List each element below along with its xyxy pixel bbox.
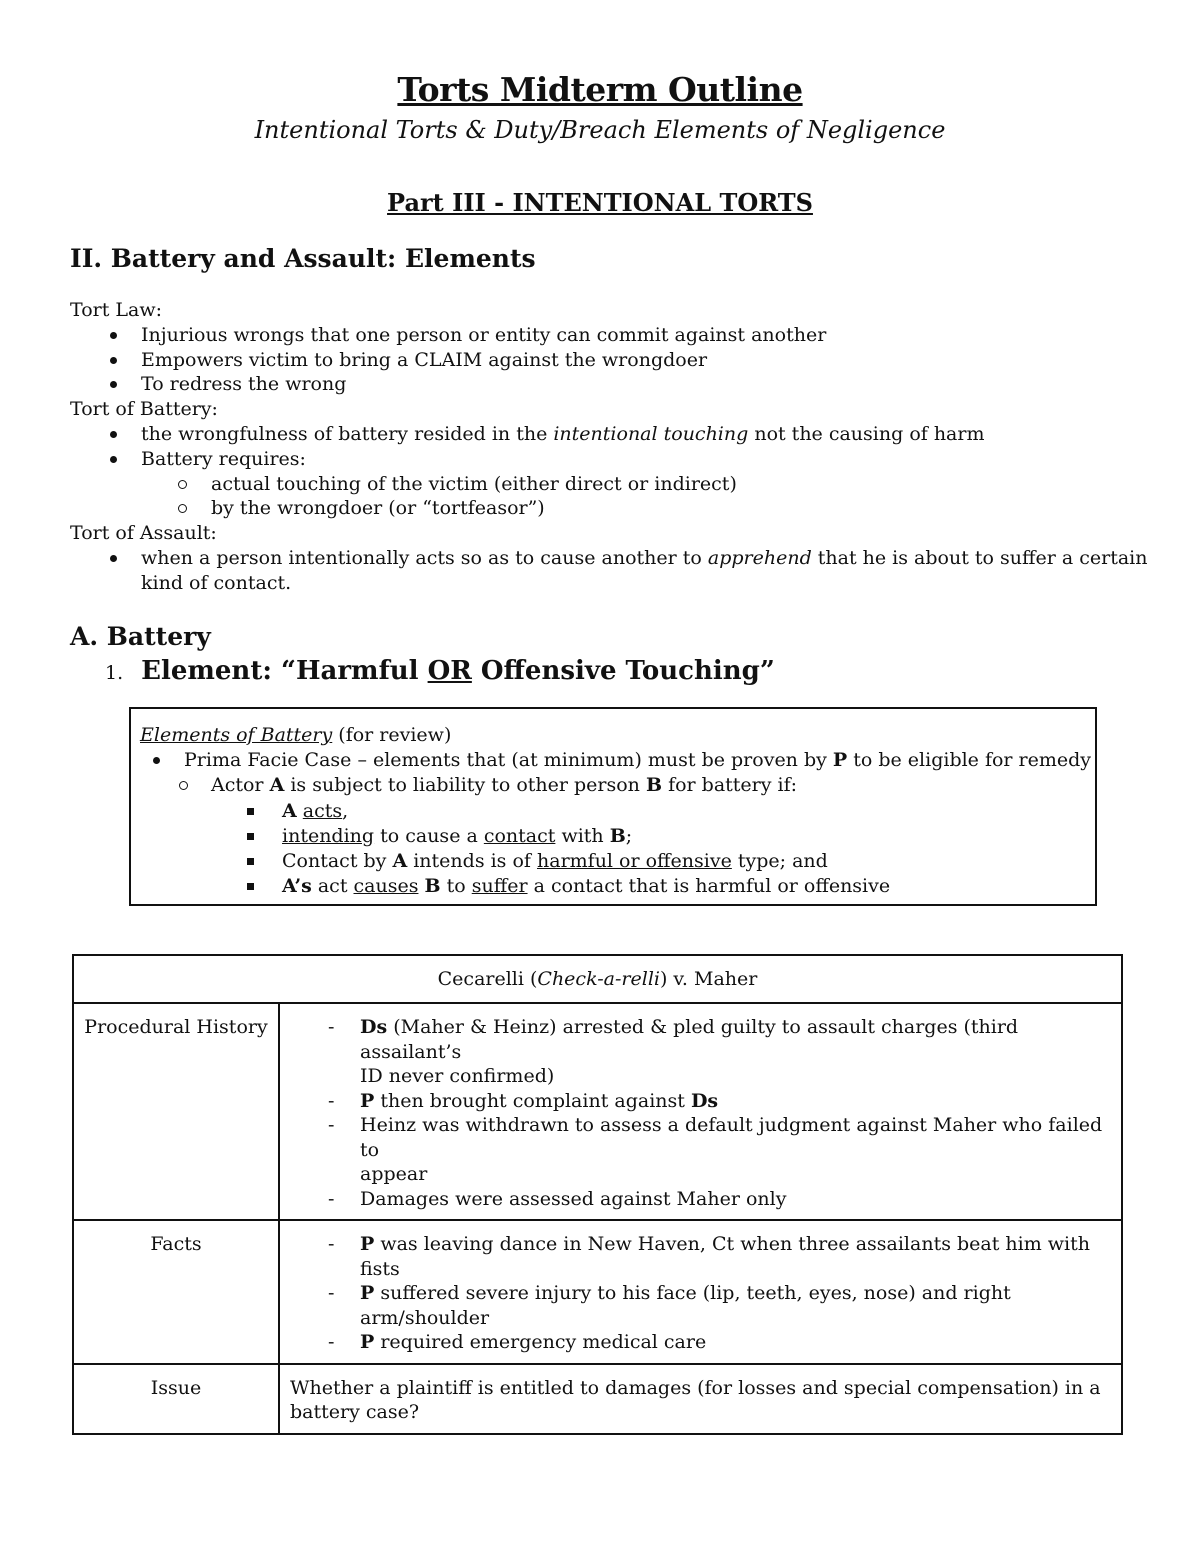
list-item: - P suffered severe injury to his face (lip, teeth, eyes, nose) and right arm/shoulder xyxy=(328,1282,1011,1329)
sub-list-item: by the wrongdoer (or “tortfeasor”) xyxy=(70,496,1140,521)
table-row xyxy=(73,1220,1122,1364)
list-item: Battery requires: xyxy=(70,447,1140,472)
review-item-causes: A’s act causes B to suffer a contact that is harmful or offensive xyxy=(282,874,890,899)
table-row xyxy=(73,1003,1122,1220)
tort-of-assault-label: Tort of Assault: xyxy=(70,522,217,545)
review-item-acts: A acts, xyxy=(282,799,348,824)
issue-content: Whether a plaintiff is entitled to damages (for losses and special compensation) in a battery case? xyxy=(279,1364,1122,1434)
table-row xyxy=(73,955,1122,1003)
battery-heading: A. Battery xyxy=(70,622,211,651)
bullet-icon xyxy=(110,431,117,438)
list-item: Prima Facie Case – elements that (at minimum) must be proven by P to be eligible for remedy xyxy=(184,748,1091,773)
bullet-icon xyxy=(110,357,117,364)
review-item-contact: Contact by A intends is of harmful or offensive type; and xyxy=(282,849,828,874)
body-text xyxy=(70,298,1148,596)
bullet-icon xyxy=(110,332,117,339)
tort-of-battery-label: Tort of Battery: xyxy=(70,398,218,421)
list-item: Injurious wrongs that one person or entity can commit against another xyxy=(70,323,1140,348)
part-heading: Part III - INTENTIONAL TORTS xyxy=(387,188,813,217)
table-row xyxy=(73,1364,1122,1434)
list-item: - Damages were assessed against Maher only xyxy=(328,1187,787,1210)
elements-review-box xyxy=(129,707,1097,906)
list-item: To redress the wrong xyxy=(70,372,1140,397)
document-subtitle: Intentional Torts & Duty/Breach Elements of Negligence xyxy=(254,116,946,144)
facts-label: Facts xyxy=(73,1220,279,1364)
list-item: - P then brought complaint against Ds xyxy=(328,1089,719,1112)
list-item: Empowers victim to bring a CLAIM against the wrongdoer xyxy=(70,348,1140,373)
review-item-intending: intending to cause a contact with B; xyxy=(282,824,632,849)
list-item: - P was leaving dance in New Haven, Ct when three assailants beat him with fists xyxy=(328,1233,1090,1280)
list-item: - P required emergency medical care xyxy=(328,1331,707,1353)
list-item: - Heinz was withdrawn to assess a default judgment against Maher who failed to appear xyxy=(328,1114,1103,1185)
review-box-title: Elements of Battery (for review) xyxy=(140,724,452,746)
bullet-icon xyxy=(110,381,117,388)
document-title: Torts Midterm Outline xyxy=(397,70,803,109)
square-bullet-icon xyxy=(247,883,254,890)
issue-label: Issue xyxy=(73,1364,279,1434)
element-heading: 1. Element: “Harmful OR Offensive Touching” xyxy=(105,656,775,686)
circle-bullet-icon xyxy=(178,480,187,489)
procedural-history-content xyxy=(279,1003,1122,1220)
bullet-icon xyxy=(153,757,160,764)
tort-law-label: Tort Law: xyxy=(70,299,163,321)
list-item: the wrongfulness of battery resided in the intentional touching not the causing of harm xyxy=(70,422,1140,447)
list-item: when a person intentionally acts so as to cause another to apprehend that he is about to suffer a certain xyxy=(70,546,1140,571)
circle-bullet-icon xyxy=(178,504,187,513)
circle-bullet-icon xyxy=(179,781,188,790)
procedural-history-label: Procedural History xyxy=(73,1003,279,1220)
facts-content xyxy=(279,1220,1122,1364)
list-item: - Ds (Maher & Heinz) arrested & pled guilty to assault charges (third assailant’s ID never confirmed) xyxy=(328,1016,1019,1087)
list-item-continuation: kind of contact. xyxy=(141,571,292,594)
case-name: Cecarelli (Check-a-relli) v. Maher xyxy=(73,955,1122,1003)
square-bullet-icon xyxy=(247,808,254,815)
sub-list-item: Actor A is subject to liability to other person B for battery if: xyxy=(211,773,797,798)
case-brief-table xyxy=(72,954,1123,1435)
square-bullet-icon xyxy=(247,858,254,865)
sub-list-item: actual touching of the victim (either direct or indirect) xyxy=(70,472,1140,497)
square-bullet-icon xyxy=(247,833,254,840)
bullet-icon xyxy=(110,456,117,463)
section-heading: II. Battery and Assault: Elements xyxy=(70,244,536,273)
bullet-icon xyxy=(110,555,117,562)
